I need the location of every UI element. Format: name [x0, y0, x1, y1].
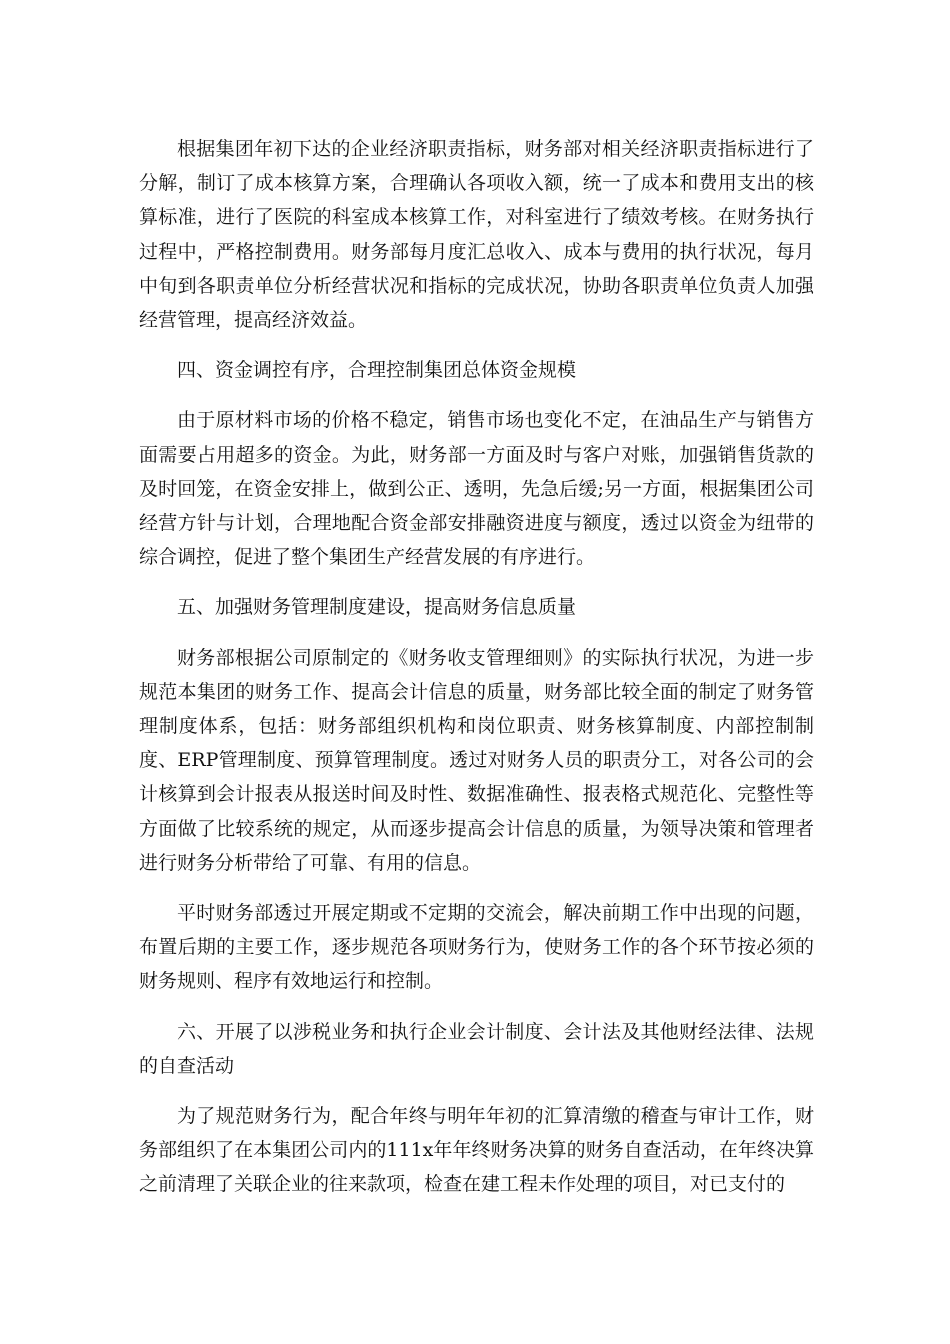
section-heading-4: 四、资金调控有序，合理控制集团总体资金规模 — [177, 359, 577, 382]
section-heading-6: 六、开展了以涉税业务和执行企业会计制度、会计法及其他财经法律、法规的自查活动 — [139, 1020, 814, 1077]
paragraph-self-inspection: 为了规范财务行为，配合年终与明年年初的汇算清缴的稽查与审计工作，财务部组织了在本集团公司内的111x年年终财务决算的财务自查活动，在年终决算之前清理了关联企业的往来款项，检查在建工程未作处理的项目，对已支付的 — [139, 1105, 814, 1196]
document-page — [139, 132, 814, 1202]
section-heading-5: 五、加强财务管理制度建设，提高财务信息质量 — [177, 596, 577, 619]
paragraph-management-system: 财务部根据公司原制定的《财务收支管理细则》的实际执行状况，为进一步规范本集团的财务工作、提高会计信息的质量，财务部比较全面的制定了财务管理制度体系，包括：财务部组织机构和岗位职责、财务核算制度、内部控制制度、ERP管理制度、预算管理制度。透过对财务人员的职责分工，对各公司的会计核算到会计报表从报送时间及时性、数据准确性、报表格式规范化、完整性等方面做了比较系统的规定，从而逐步提高会计信息的质量，为领导决策和管理者进行财务分析带给了可靠、有用的信息。 — [139, 646, 814, 874]
paragraph-exchange-meetings: 平时财务部透过开展定期或不定期的交流会，解决前期工作中出现的问题，布置后期的主要工作，逐步规范各项财务行为，使财务工作的各个环节按必须的财务规则、程序有效地运行和控制。 — [139, 902, 814, 993]
paragraph-fund-control: 由于原材料市场的价格不稳定，销售市场也变化不定，在油品生产与销售方面需要占用超多的资金。为此，财务部一方面及时与客户对账，加强销售货款的及时回笼，在资金安排上，做到公正、透明，先急后缓;另一方面，根据集团公司经营方针与计划，合理地配合资金部安排融资进度与额度，透过以资金为纽带的综合调控，促进了整个集团生产经营发展的有序进行。 — [139, 409, 814, 569]
paragraph-cost-accounting: 根据集团年初下达的企业经济职责指标，财务部对相关经济职责指标进行了分解，制订了成本核算方案，合理确认各项收入额，统一了成本和费用支出的核算标准，进行了医院的科室成本核算工作，对科室进行了绩效考核。在财务执行过程中，严格控制费用。财务部每月度汇总收入、成本与费用的执行状况，每月中旬到各职责单位分析经营状况和指标的完成状况，协助各职责单位负责人加强经营管理，提高经济效益。 — [139, 138, 814, 332]
